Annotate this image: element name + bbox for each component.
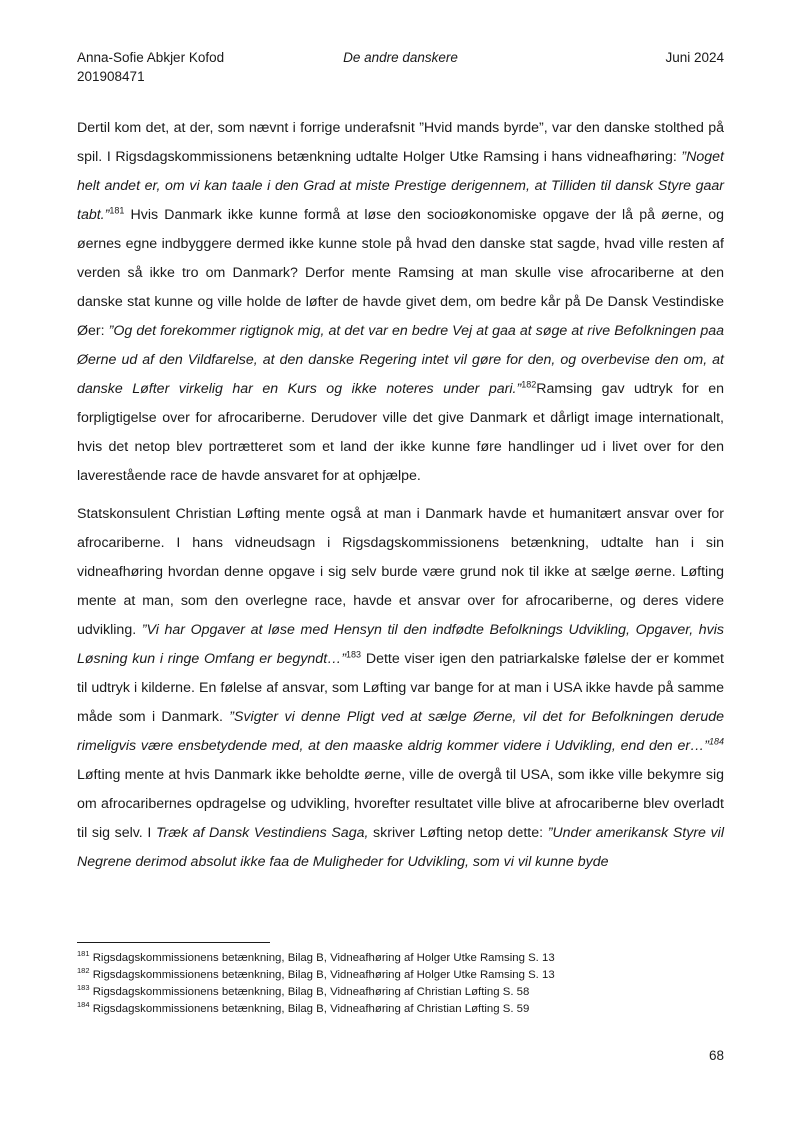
author-name: Anna-Sofie Abkjer Kofod xyxy=(77,50,225,65)
quote-text: ”Og det forekommer rigtignok mig, at det var en bedre Vej at gaa at søge at rive Befolkningen paa Øerne ud af den Vildfarelse, at den danske Regering intet vil gøre for den, og overbevise den om, at danske Løfter virkelig har en Kurs og ikke noteres under pari.” xyxy=(77,323,724,397)
quote-text: ”Noget helt andet er, om vi kan taale i den Grad at miste Prestige derigennem, at Tilliden til dansk Styre gaar tabt.” xyxy=(77,149,724,223)
document-title: De andre danskere xyxy=(343,50,458,65)
footnote xyxy=(77,1001,724,1018)
footnote xyxy=(77,950,724,967)
paragraph xyxy=(77,114,724,491)
body-run: Dette viser igen den patriarkalske følelse der er kommet til udtryk i kilderne. En følelse af ansvar, som Løfting var bange for at man i USA ikke havde på samme måde som i Danmark. xyxy=(77,651,724,725)
body-run: Statskonsulent Christian Løfting mente også at man i Danmark havde et humanitært ansvar over for afrocariberne. I hans vidneudsagn i Rigsdagskommissionens betænkning, udtalte han i sin vidneafhøring hvordan denne opgave i sig selv burde være grund nok til ikke at sælge øerne. Løfting mente at man, som den overlegne race, havde et ansvar over for afrocariberne, og deres videre udvikling. xyxy=(77,506,724,638)
page-number: 68 xyxy=(708,1048,724,1063)
quote-text: ”Under amerikansk Styre vil Negrene derimod absolut ikke faa de Muligheder for Udvikling, som vi vil kunne byde xyxy=(77,825,724,870)
quote-text: ”Svigter vi denne Pligt ved at sælge Øerne, vil det for Befolkningen derude rimeligvis være ensbetydende med, at den maaske aldrig kommer videre i Udvikling, end den er…” xyxy=(77,709,724,754)
footnote-ref: 183 xyxy=(346,649,362,660)
body-run: skriver Løfting netop dette: xyxy=(368,825,548,841)
footnotes xyxy=(77,950,724,1018)
page-header xyxy=(77,48,724,88)
footnote-ref: 182 xyxy=(521,379,537,390)
footnote-ref: 184 xyxy=(708,736,724,747)
body-text xyxy=(77,114,724,877)
footnote-separator xyxy=(77,942,270,943)
footnote-text: Rigsdagskommissionens betænkning, Bilag B, Vidneafhøring af Holger Utke Ramsing S. 13 xyxy=(92,952,555,964)
body-run: Ramsing gav udtryk for en forpligtigelse over for afrocariberne. Derudover ville det give Danmark et dårligt image internationalt, hvis det netop blev portrætteret som et land der ikke kunne føre handlinger ud i livet over for den laverestående race de havde ansvaret for at ophjælpe. xyxy=(77,381,724,484)
body-run: Hvis Danmark ikke kunne formå at løse den socioøkonomiske opgave der lå på øerne, og øernes egne indbyggere dermed ikke kunne stole på hvad den danske stat sagde, hvad ville resten af verden så ikke tro om Danmark? Derfor mente Ramsing at man skulle vise afrocariberne at den danske stat kunne og ville holde de løfter de havde givet dem, om bedre kår på De Dansk Vestindiske Øer: xyxy=(77,207,724,339)
body-run: Dertil kom det, at der, som nævnt i forrige underafsnit ”Hvid mands byrde”, var den danske stolthed på spil. I Rigsdagskommissionens betænkning udtalte Holger Utke Ramsing i hans vidneafhøring: xyxy=(77,120,724,165)
footnote-number: 181 xyxy=(77,949,90,959)
footnote-text: Rigsdagskommissionens betænkning, Bilag B, Vidneafhøring af Christian Løfting S. 59 xyxy=(92,1003,530,1015)
student-id: 201908471 xyxy=(77,69,145,84)
footnote-text: Rigsdagskommissionens betænkning, Bilag B, Vidneafhøring af Christian Løfting S. 58 xyxy=(92,986,530,998)
paragraph xyxy=(77,500,724,877)
footnote-number: 182 xyxy=(77,966,90,976)
quote-text: Træk af Dansk Vestindiens Saga, xyxy=(155,825,369,841)
footnote-ref: 181 xyxy=(109,205,125,216)
footnote-number: 183 xyxy=(77,983,90,993)
header-date: Juni 2024 xyxy=(665,50,724,65)
footnote xyxy=(77,984,724,1001)
footnote-text: Rigsdagskommissionens betænkning, Bilag B, Vidneafhøring af Holger Utke Ramsing S. 13 xyxy=(92,969,555,981)
footnote-number: 184 xyxy=(77,1000,90,1010)
quote-text: ”Vi har Opgaver at løse med Hensyn til den indfødte Befolknings Udvikling, Opgaver, hvis Løsning kun i ringe Omfang er begyndt…” xyxy=(77,622,725,667)
body-run: Løfting mente at hvis Danmark ikke beholdte øerne, ville de overgå til USA, som ikke ville bekymre sig om afrocaribernes opdragelse og udvikling, hvorefter resultatet ville blive at afrocariberne blev overladt til sig selv. I xyxy=(77,767,724,841)
footnote xyxy=(77,967,724,984)
